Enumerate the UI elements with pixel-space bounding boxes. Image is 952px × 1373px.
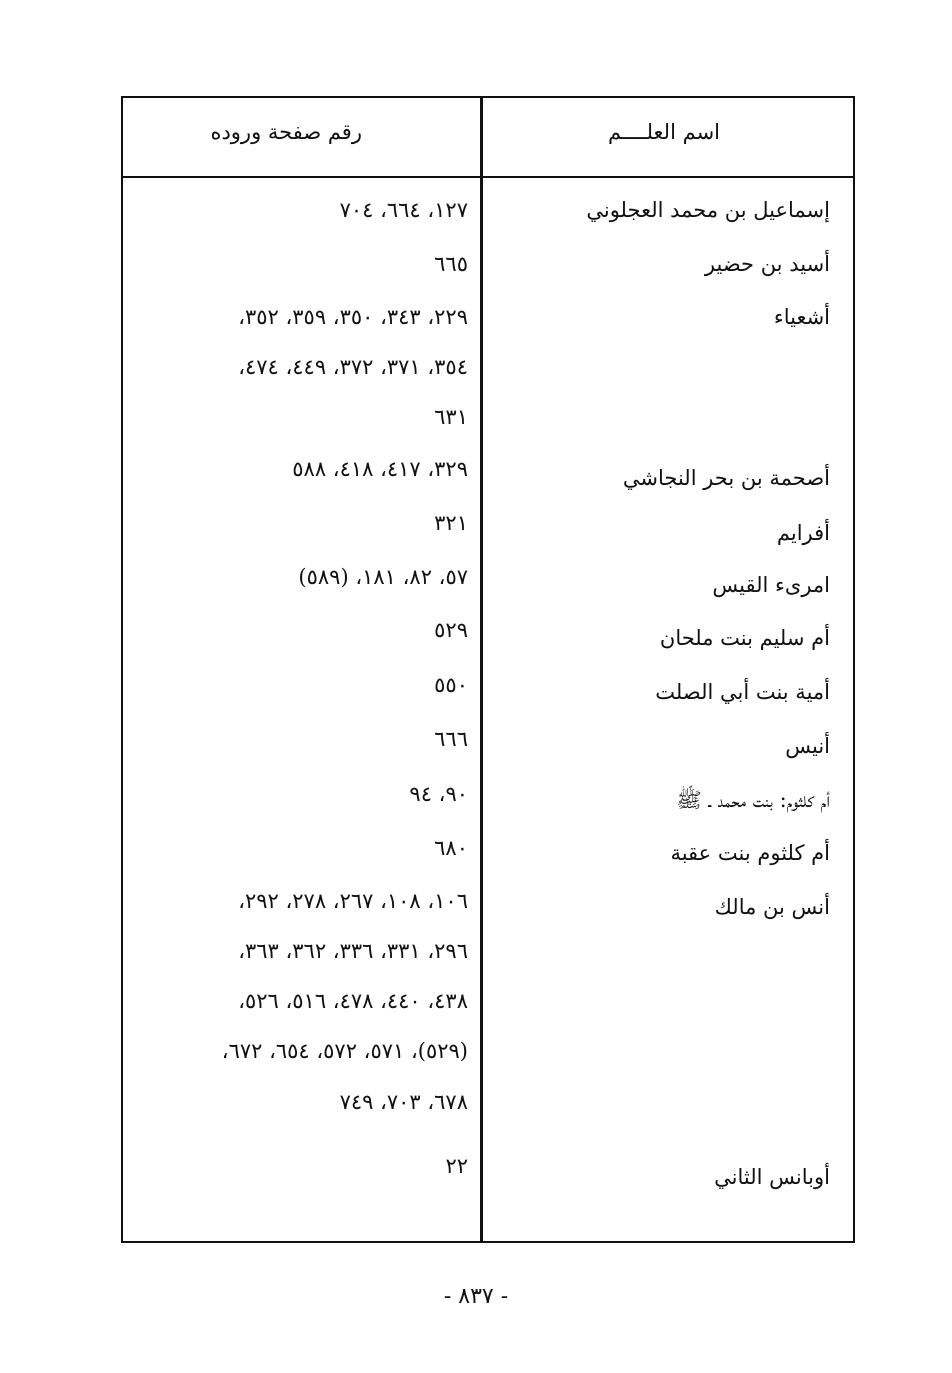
header-divider xyxy=(121,176,855,178)
name-cell: أصحمة بن بحر النجاشي xyxy=(622,466,830,490)
pages-cell: ٦٦٥ xyxy=(434,252,468,276)
name-cell: أسيد بن حضير xyxy=(704,252,830,276)
pages-cell: ٢٢ xyxy=(445,1154,468,1178)
name-cell: أشعياء xyxy=(773,305,830,329)
name-cell: أم كلثوم بنت عقبة xyxy=(670,841,830,865)
name-cell: أنيس xyxy=(785,734,830,758)
name-cell: إسماعيل بن محمد العجلوني xyxy=(586,198,830,222)
name-cell: أمية بنت أبي الصلت xyxy=(655,680,830,704)
pages-cell: ٦٦٦ xyxy=(434,727,468,751)
header-pages: رقم صفحة وروده xyxy=(210,120,362,144)
pages-cell: ٤٣٨، ٤٤٠، ٤٧٨، ٥١٦، ٥٢٦، xyxy=(238,989,468,1013)
pages-cell: (٥٢٩)، ٥٧١، ٥٧٢، ٦٥٤، ٦٧٢، xyxy=(221,1039,468,1063)
pages-cell: ٣٥٤، ٣٧١، ٣٧٢، ٤٤٩، ٤٧٤، xyxy=(238,355,468,379)
name-cell: امرىء القيس xyxy=(712,573,830,597)
column-divider xyxy=(480,96,483,1243)
header-name: اسم العلــــم xyxy=(608,120,720,144)
page-number: - ٨٣٧ - xyxy=(443,1284,509,1309)
name-cell: أم سليم بنت ملحان xyxy=(659,626,830,650)
pages-cell: ٢٩٦، ٣٣١، ٣٣٦، ٣٦٢، ٣٦٣، xyxy=(238,939,468,963)
pages-cell: ١٢٧، ٦٦٤، ٧٠٤ xyxy=(339,198,468,222)
pages-cell: ٥٥٠ xyxy=(434,673,468,697)
pages-cell: ٩٠، ٩٤ xyxy=(409,782,468,806)
pages-cell: ٦٣١ xyxy=(434,405,468,429)
pages-cell: ٦٧٨، ٧٠٣، ٧٤٩ xyxy=(339,1090,468,1114)
name-cell: أم كلثوم: بنت محمد ـ ﷺ xyxy=(676,788,830,812)
name-cell: أفرايم xyxy=(776,521,830,545)
pages-cell: ٥٢٩ xyxy=(434,618,468,642)
pages-cell: ١٠٦، ١٠٨، ٢٦٧، ٢٧٨، ٢٩٢، xyxy=(238,889,468,913)
name-cell: أوبانس الثاني xyxy=(714,1165,830,1189)
pages-cell: ٢٢٩، ٣٤٣، ٣٥٠، ٣٥٩، ٣٥٢، xyxy=(238,305,468,329)
pages-cell: ٣٢١ xyxy=(434,511,468,535)
pages-cell: ٣٢٩، ٤١٧، ٤١٨، ٥٨٨ xyxy=(292,457,468,481)
pages-cell: ٦٨٠ xyxy=(434,836,468,860)
name-cell: أنس بن مالك xyxy=(714,895,830,919)
pages-cell: ٥٧، ٨٢، ١٨١، (٥٨٩) xyxy=(298,565,468,589)
